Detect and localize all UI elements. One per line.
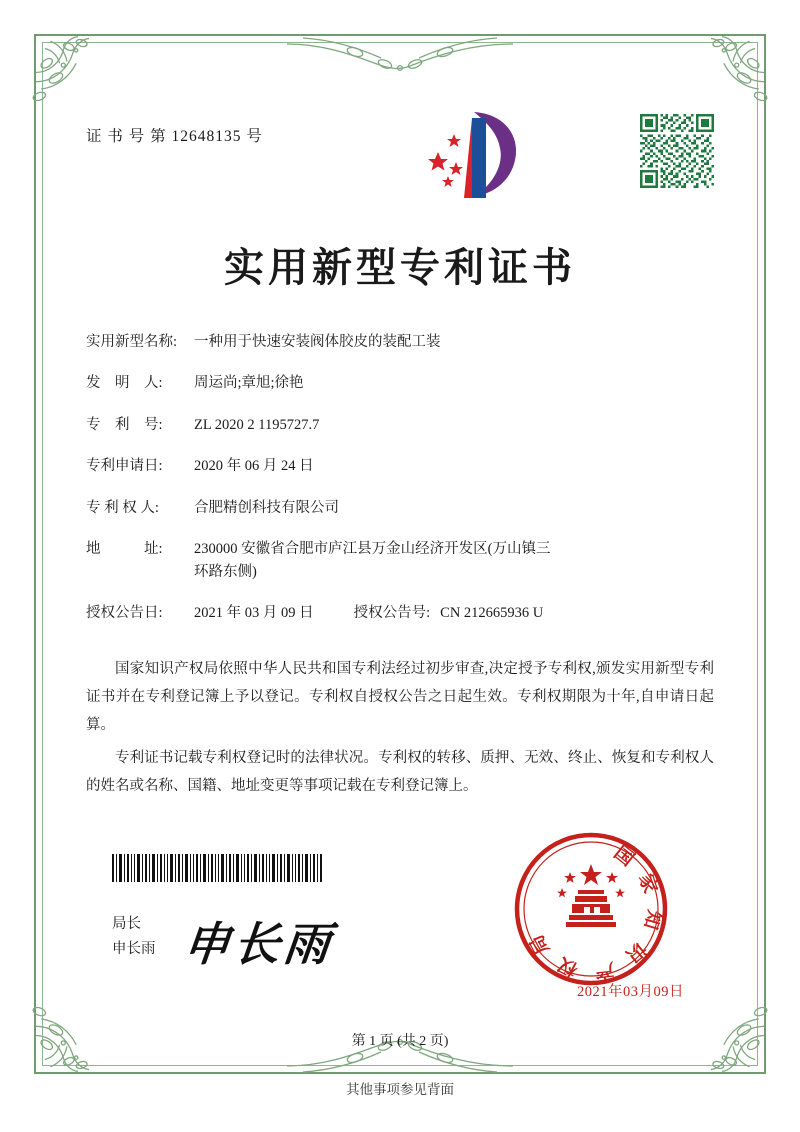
field-patentee (86, 497, 714, 519)
field-label: 实用新型名称: (86, 334, 178, 350)
field-value: 周运尚;章旭;徐艳 (194, 375, 304, 392)
certificate-number: 证 书 号 第 12648135 号 (86, 128, 263, 145)
field-value: 一种用于快速安装阀体胶皮的装配工装 (194, 334, 441, 350)
page-number: 第 1 页 (共 2 页) (351, 1034, 449, 1049)
signature-block (112, 912, 334, 974)
edge-ornament-top (285, 30, 515, 76)
footer-note: 其他事项参见背面 (346, 1082, 454, 1097)
page-title: 实用新型专利证书 (224, 245, 576, 290)
legal-paragraph-1: 国家知识产权局依照中华人民共和国专利法经过初步审查,决定授予专利权,颁发实用新型专利证书并在专利登记簿上予以登记。专利权自授权公告之日起生效。专利权期限为十年,自申请日起算。 (86, 660, 714, 734)
field-value: 2020 年 06 月 24 日 (194, 458, 314, 475)
director-name-label: 申长雨 (112, 940, 156, 957)
seal-date: 2021年03月09日 (577, 984, 684, 1000)
field-address (86, 538, 714, 583)
field-list (86, 331, 714, 625)
field-inventors (86, 372, 714, 394)
handwritten-signature: 申长雨 (180, 919, 336, 970)
announcement-number-value: CN 212665936 U (440, 605, 544, 622)
field-value: 合肥精创科技有限公司 (194, 499, 339, 516)
header-row (86, 100, 714, 212)
certificate-content (86, 100, 714, 804)
field-label: 专 利 号: (86, 416, 163, 433)
director-title-label: 局长 (112, 916, 141, 932)
signature-area (86, 830, 714, 1030)
field-announcement (86, 602, 714, 624)
announcement-number-label: 授权公告号: (353, 605, 431, 622)
field-label: 授权公告日: (86, 605, 163, 622)
qr-code (640, 114, 714, 188)
legal-text (86, 655, 714, 800)
field-utility-model-name (86, 331, 714, 353)
barcode (112, 854, 324, 882)
field-patent-number (86, 414, 714, 436)
field-value: ZL 2020 2 1195727.7 (194, 416, 320, 433)
field-label: 发 明 人: (86, 375, 163, 392)
field-application-date (86, 455, 714, 477)
field-value: 2021 年 03 月 09 日 (194, 605, 314, 622)
field-label: 专利申请日: (86, 458, 163, 475)
field-value-line2: 环路东侧) (194, 563, 257, 580)
field-value: 230000 安徽省合肥市庐江县万金山经济开发区(万山镇三 (194, 541, 551, 558)
field-label: 地 址: (86, 541, 163, 558)
cnipa-logo-icon (414, 104, 534, 204)
svg-text:国家知识产权局: 国家知识产权局 (519, 842, 665, 983)
official-seal (512, 830, 670, 988)
legal-paragraph-2: 专利证书记载专利权登记时的法律状况。专利权的转移、质押、无效、终止、恢复和专利权人的姓名或名称、国籍、地址变更等事项记载在专利登记簿上。 (86, 749, 714, 794)
field-label: 专 利 权 人: (86, 499, 159, 516)
